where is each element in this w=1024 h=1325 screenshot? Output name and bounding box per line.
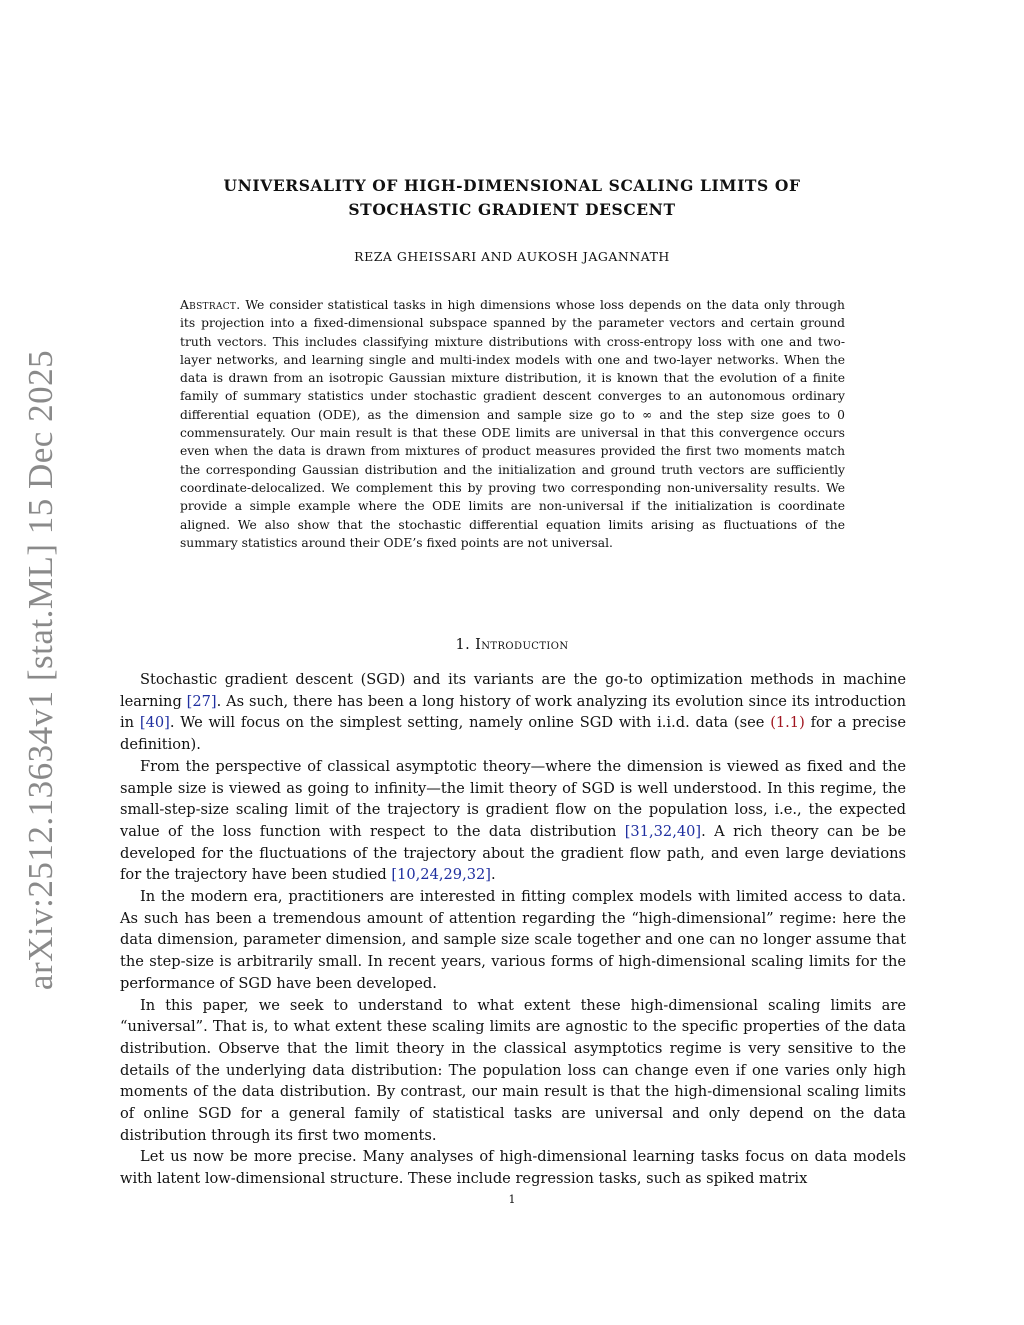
paragraph-4: In this paper, we seek to understand to what extent these high-dimensional scaling limits are “universal”. That is, to what extent these scaling limits are agnostic to the specific properties of the data distribution. Observe that the limit theory in the classical asymptotics regime is very sensitive to the details of the underlying data distribution: The population loss can change even if one varies only high moments of the data distribution. By contrast, our main result is that the high-dimensional scaling limits of online SGD for a general family of statistical tasks are universal and only depend on the data distribution through its first two moments.: [120, 996, 906, 1144]
title-line-1: UNIVERSALITY OF HIGH-DIMENSIONAL SCALING LIMITS OF: [223, 176, 801, 195]
title-line-2: STOCHASTIC GRADIENT DESCENT: [348, 200, 676, 219]
citation-link-40[interactable]: [40]: [139, 714, 170, 732]
p1-text-c: . We will focus on the simplest setting, namely online SGD with i.i.d. data (see: [169, 714, 771, 732]
page-number: 1: [508, 1193, 516, 1206]
p1-text-b: . As such, there has been a long history of work analyzing its evolution since its introduction in: [120, 692, 906, 732]
introduction-body: [120, 669, 906, 1190]
paper-title: [120, 174, 904, 222]
section-title: Introduction: [475, 637, 569, 653]
paragraph-3: In the modern era, practitioners are interested in fitting complex models with limited access to data. As such has been a tremendous amount of attention regarding the “high-dimensional” regime: here the data dimension, parameter dimension, and sample size scale together and one can no longer assume that the step-size is arbitrarily small. In recent years, various forms of high-dimensional scaling limits for the performance of SGD have been developed.: [120, 888, 906, 992]
abstract-label: Abstract.: [180, 298, 241, 312]
abstract-text: We consider statistical tasks in high dimensions whose loss depends on the data only through its projection into a fixed-dimensional subspace spanned by the parameter vectors and certain ground truth vectors. This includes classifying mixture distributions with cross-entropy loss with one and two-layer networks, and learning single and multi-index models with one and two-layer networks. When the data is drawn from an isotropic Gaussian mixture distribution, it is known that the evolution of a finite family of summary statistics under stochastic gradient descent converges to an autonomous ordinary differential equation (ODE), as the dimension and sample size go to ∞ and the step size goes to 0 commensurately. Our main result is that these ODE limits are universal in that this convergence occurs even when the data is drawn from mixtures of product measures provided the first two moments match the corresponding Gaussian distribution and the initialization and ground truth vectors are sufficiently coordinate-delocalized. We complement this by proving two corresponding non-universality results. We provide a simple example where the ODE limits are non-universal if the initialization is coordinate aligned. We also show that the stochastic differential equation limits arising as fluctuations of the summary statistics around their ODE’s fixed points are not universal.: [180, 298, 845, 550]
p1-text-d: for a precise definition).: [120, 714, 906, 754]
p2-text-a: From the perspective of classical asymptotic theory—where the dimension is viewed as fixed and the sample size is viewed as going to infinity—the limit theory of SGD is well understood. In this regime, the small-step-size scaling limit of the trajectory is gradient flow on the population loss, i.e., the expected value of the loss function with respect to the data distribution: [120, 757, 906, 840]
citation-link-31-32-40[interactable]: [31,32,40]: [624, 822, 702, 840]
arxiv-identifier-stamp: [8, 349, 74, 991]
equation-link-1-1[interactable]: (1.1): [770, 714, 805, 732]
citation-link-27[interactable]: [27]: [186, 692, 217, 710]
section-number: 1.: [455, 637, 471, 653]
paragraph-1: [120, 669, 906, 756]
arxiv-identifier-text: arXiv:2512.13634v1 [stat.ML] 15 Dec 2025: [21, 349, 60, 991]
p2-text-b: . A rich theory can be be developed for the fluctuations of the trajectory about the gradient flow path, and even large deviations for the trajectory have been studied: [120, 822, 906, 884]
citation-link-10-24-29-32[interactable]: [10,24,29,32]: [391, 866, 491, 884]
p1-text-a: Stochastic gradient descent (SGD) and its variants are the go-to optimization methods in machine learning: [120, 671, 906, 710]
section-heading-introduction: [120, 637, 904, 653]
paragraph-2: [120, 756, 906, 886]
abstract-block: [180, 296, 845, 552]
p2-text-c: .: [490, 866, 496, 884]
paper-authors: REZA GHEISSARI AND AUKOSH JAGANNATH: [354, 249, 670, 264]
paragraph-5: Let us now be more precise. Many analyses of high-dimensional learning tasks focus on data models with latent low-dimensional structure. These include regression tasks, such as spiked matrix: [120, 1148, 906, 1188]
